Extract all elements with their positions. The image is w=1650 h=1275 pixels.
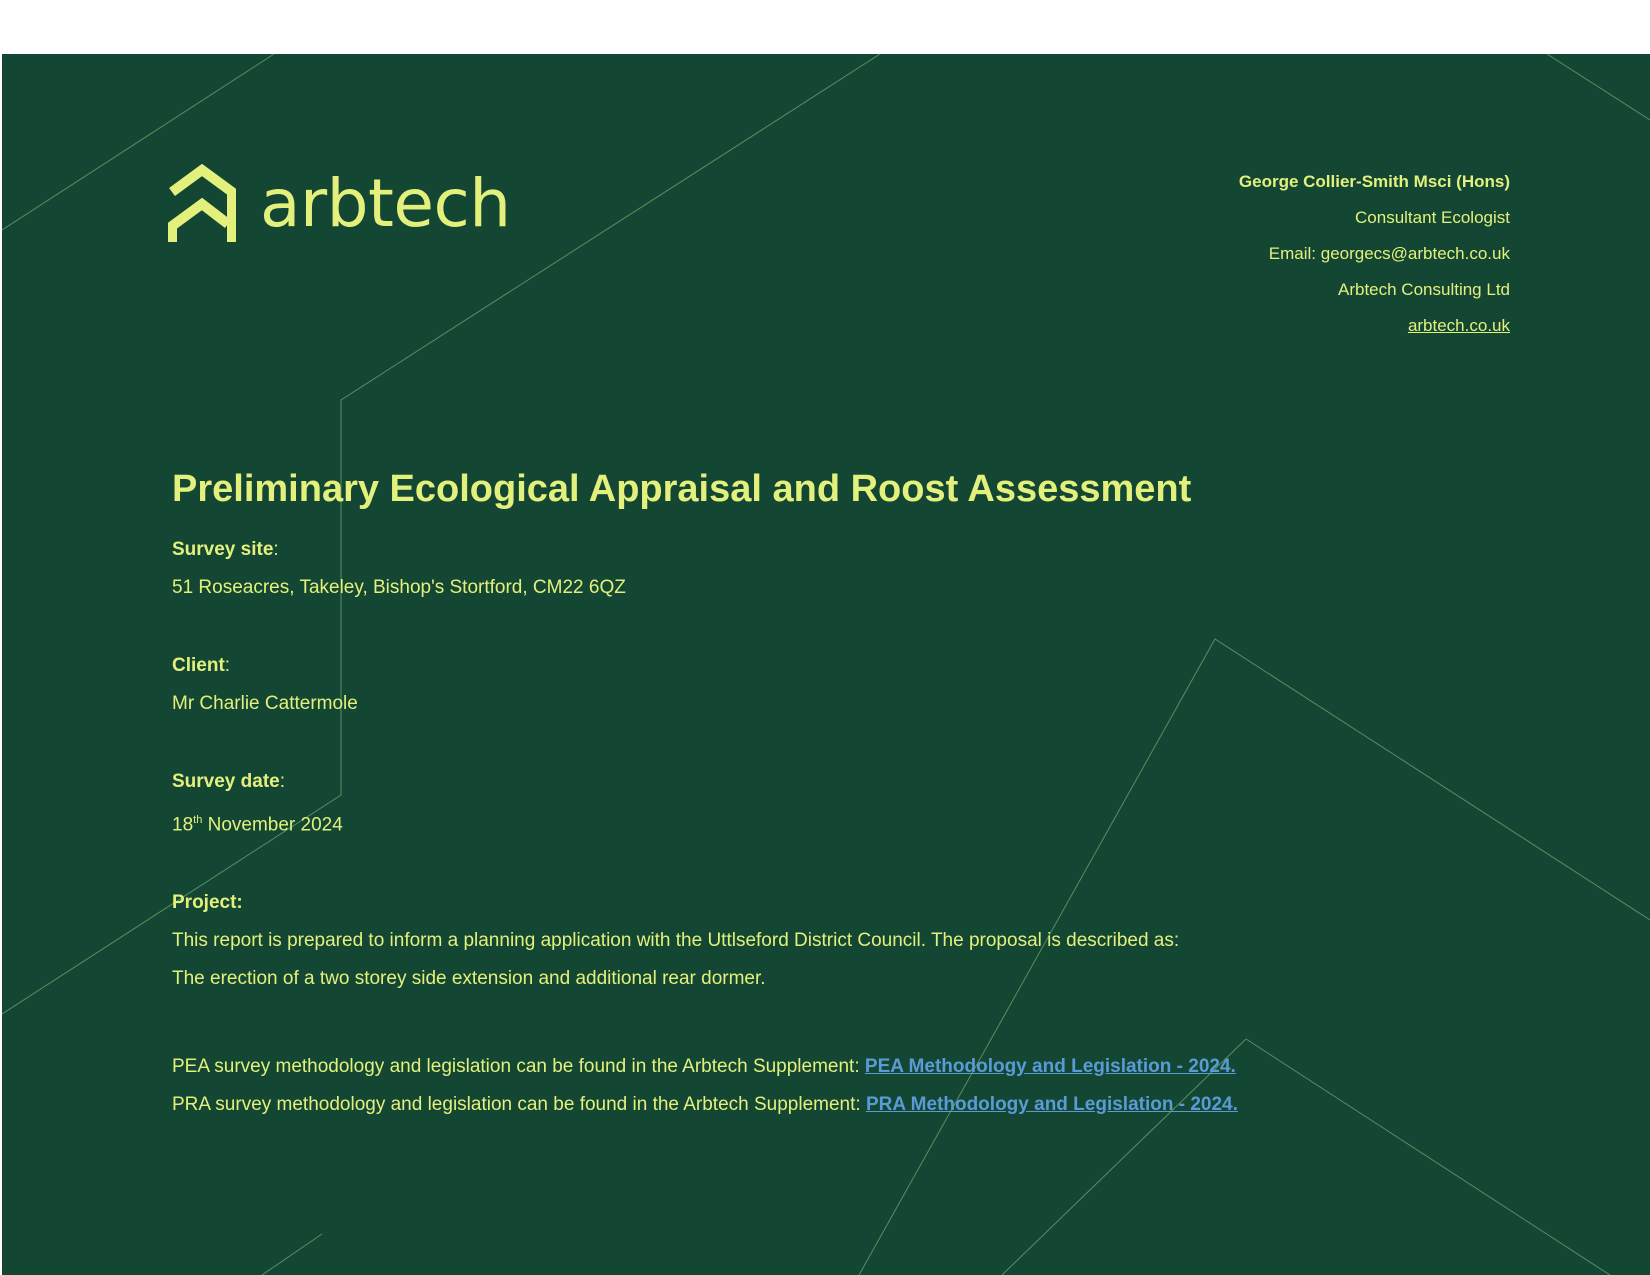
report-cover-page xyxy=(2,54,1650,1275)
pea-methodology-link[interactable]: PEA Methodology and Legislation - 2024. xyxy=(864,1056,1236,1078)
survey-date-suffix: th xyxy=(193,814,203,826)
survey-date-value xyxy=(172,806,1512,839)
survey-date-label: Survey date xyxy=(172,771,280,792)
survey-site-value: 51 Roseacres, Takeley, Bishop's Stortford, CM22 6QZ xyxy=(172,577,626,598)
project-label: Project: xyxy=(172,892,243,914)
survey-site-heading: Survey site: xyxy=(172,539,279,560)
client-heading: Client: xyxy=(172,655,231,676)
website-link[interactable]: arbtech.co.uk xyxy=(1407,316,1510,335)
project-proposal: The erection of a two storey side extension and additional rear dormer. xyxy=(172,968,766,990)
consultant-name: George Collier-Smith Msci (Hons) xyxy=(1238,172,1510,191)
pea-methodology-text: PEA survey methodology and legislation can be found in the Arbtech Supplement: xyxy=(172,1056,865,1078)
pea-methodology-line xyxy=(172,1053,1512,1081)
pra-methodology-text: PRA survey methodology and legislation can be found in the Arbtech Supplement: xyxy=(172,1094,866,1116)
consultant-email[interactable]: Email: georgecs@arbtech.co.uk xyxy=(1268,244,1510,263)
arbtech-logo xyxy=(168,164,511,244)
report-title: Preliminary Ecological Appraisal and Roost Assessment xyxy=(172,468,1192,510)
report-details xyxy=(172,464,1512,1119)
consultant-contact-block xyxy=(1239,164,1510,344)
project-description: This report is prepared to inform a planning application with the Uttlseford District Council. The proposal is described as: xyxy=(172,930,1180,952)
arbtech-chevron-icon xyxy=(168,164,236,244)
consultant-company: Arbtech Consulting Ltd xyxy=(1338,280,1510,299)
pra-methodology-line xyxy=(172,1091,1512,1119)
logo-wordmark: arbtech xyxy=(260,165,511,242)
client-value: Mr Charlie Cattermole xyxy=(172,693,358,714)
survey-date-rest: November 2024 xyxy=(202,814,343,836)
pra-methodology-link[interactable]: PRA Methodology and Legislation - 2024. xyxy=(865,1094,1238,1116)
survey-site-label: Survey site xyxy=(172,539,274,560)
survey-date-heading: Survey date: xyxy=(172,771,286,792)
survey-date-day: 18 xyxy=(172,814,194,836)
consultant-role: Consultant Ecologist xyxy=(1355,208,1510,227)
deco-line-bottom-left xyxy=(262,1234,322,1275)
client-label: Client xyxy=(172,655,225,676)
deco-line-top-right xyxy=(1547,54,1650,120)
